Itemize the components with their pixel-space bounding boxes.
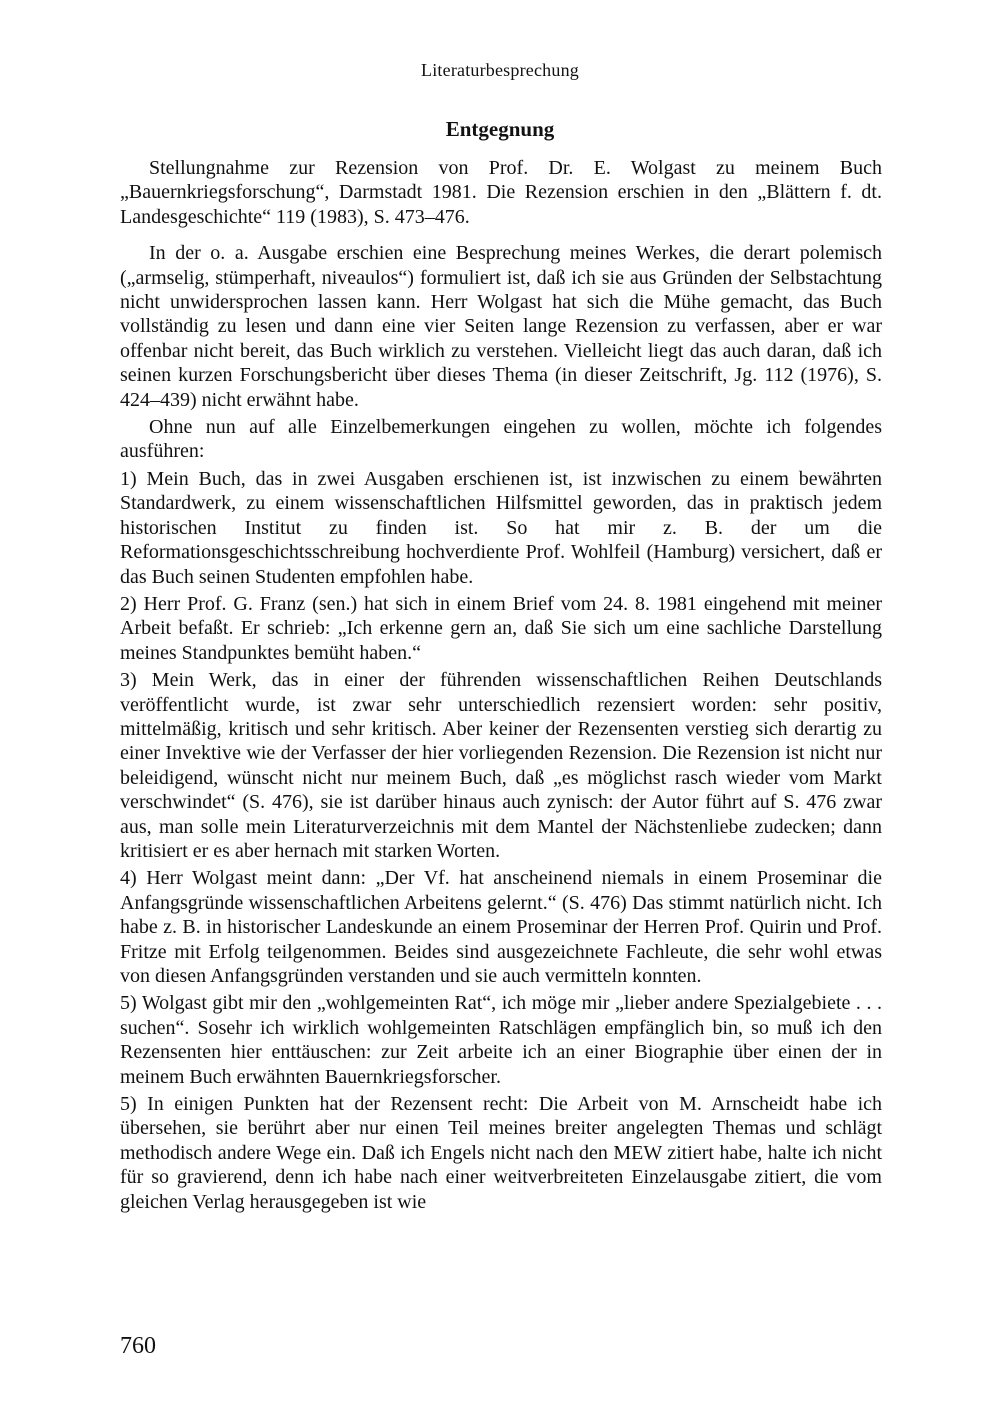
numbered-point: 5) Wolgast gibt mir den „wohlgemeinten Rat“, ich möge mir „lieber andere Spezialgebiete . . . suchen“. Sosehr ich wirklich wohlgemeinten Ratschlägen empfänglich bin, so muß ich den Rezensenten hier enttäuschen: zur Zeit arbeite ich an einer Biographie über einen der in meinem Buch erwähnten Bauernkriegsforscher. [120,992,882,1088]
intro-paragraph: Stellungnahme zur Rezension von Prof. Dr. E. Wolgast zu meinem Buch „Bauernkriegsforschung“, Darmstadt 1981. Die Rezension erschien in den „Blättern f. dt. Landesgeschichte“ 119 (1983), S. 473–476. [120,157,882,228]
numbered-point: 5) In einigen Punkten hat der Rezensent recht: Die Arbeit von M. Arnscheidt habe ich übersehen, sie berührt aber nur einen Teil meines breiter angelegten Themas und schlägt methodisch andere Wege ein. Daß ich Engels nicht nach den MEW zitiert habe, halte ich nicht für so gravierend, denn ich habe nach einer weitverbreiteten Einzelausgabe zitiert, die vom gleichen Verlag herausgegeben ist wie [120,1093,882,1213]
numbered-point: 1) Mein Buch, das in zwei Ausgaben erschienen ist, ist inzwischen zu einem bewährten Standardwerk, zu einem wissenschaftlichen Hilfsmittel geworden, das in praktisch jedem historischen Institut zu finden ist. So hat mir z. B. der um die Reformationsgeschichtsschreibung hochverdiente Prof. Wohlfeil (Hamburg) versichert, daß er das Buch seinen Studenten empfohlen habe. [120,467,882,588]
page-number: 760 [120,1333,156,1359]
body-paragraph: Ohne nun auf alle Einzelbemerkungen eingehen zu wollen, möchte ich folgendes ausführen: [120,416,882,463]
numbered-point: 4) Herr Wolgast meint dann: „Der Vf. hat anscheinend niemals in einem Proseminar die Anfangsgründe wissenschaftlichen Arbeitens gelernt.“ (S. 476) Das stimmt natürlich nicht. Ich habe z. B. in historischer Landeskunde an einem Proseminar der Herren Prof. Quirin und Prof. Fritze mit Erfolg teilgenommen. Beides sind ausgezeichnete Fachleute, die sehr wohl etwas von diesen Anfangsgründen verstanden und sie auch vermitteln konnten. [120,867,882,987]
numbered-point: 2) Herr Prof. G. Franz (sen.) hat sich in einem Brief vom 24. 8. 1981 eingehend mit meiner Arbeit befaßt. Er schrieb: „Ich erkenne gern an, daß Sie sich um eine sachliche Darstellung meines Standpunktes bemüht haben.“ [120,592,882,664]
body-paragraph: In der o. a. Ausgabe erschien eine Besprechung meines Werkes, die derart polemisch („armselig, stümperhaft, niveaulos“) formuliert ist, daß ich sie aus Gründen der Selbstachtung nicht unwidersprochen lassen kann. Herr Wolgast hat sich die Mühe gemacht, das Buch vollständig zu lesen und dann eine vier Seiten lange Rezension zu verfassen, aber er war offenbar nicht bereit, das Buch wirklich zu verstehen. Vielleicht liegt das auch daran, daß ich seinen kurzen Forschungsbericht über dieses Thema (in dieser Zeitschrift, Jg. 112 (1976), S. 424–439) nicht erwähnt habe. [120,242,882,411]
article-body [120,156,882,1214]
numbered-point: 3) Mein Werk, das in einer der führenden wissenschaftlichen Reihen Deutschlands veröffentlicht wurde, ist zwar sehr unterschiedlich rezensiert worden: sehr positiv, mittelmäßig, kritisch und sehr kritisch. Aber keiner der Rezensenten verstieg sich derartig zu einer Invektive wie der Verfasser der hier vorliegenden Rezension. Die Rezension ist nicht nur beleidigend, wünscht nicht nur meinem Buch, daß „es möglichst rasch wieder vom Markt verschwindet“ (S. 476), sie ist darüber hinaus auch zynisch: der Autor führt auf S. 476 zwar aus, man solle mein Literaturverzeichnis mit dem Mantel der Nächstenliebe zudecken; dann kritisiert er es aber hernach mit starken Worten. [120,669,882,862]
running-head: Literaturbesprechung [421,60,579,80]
article-title: Entgegnung [445,117,555,141]
